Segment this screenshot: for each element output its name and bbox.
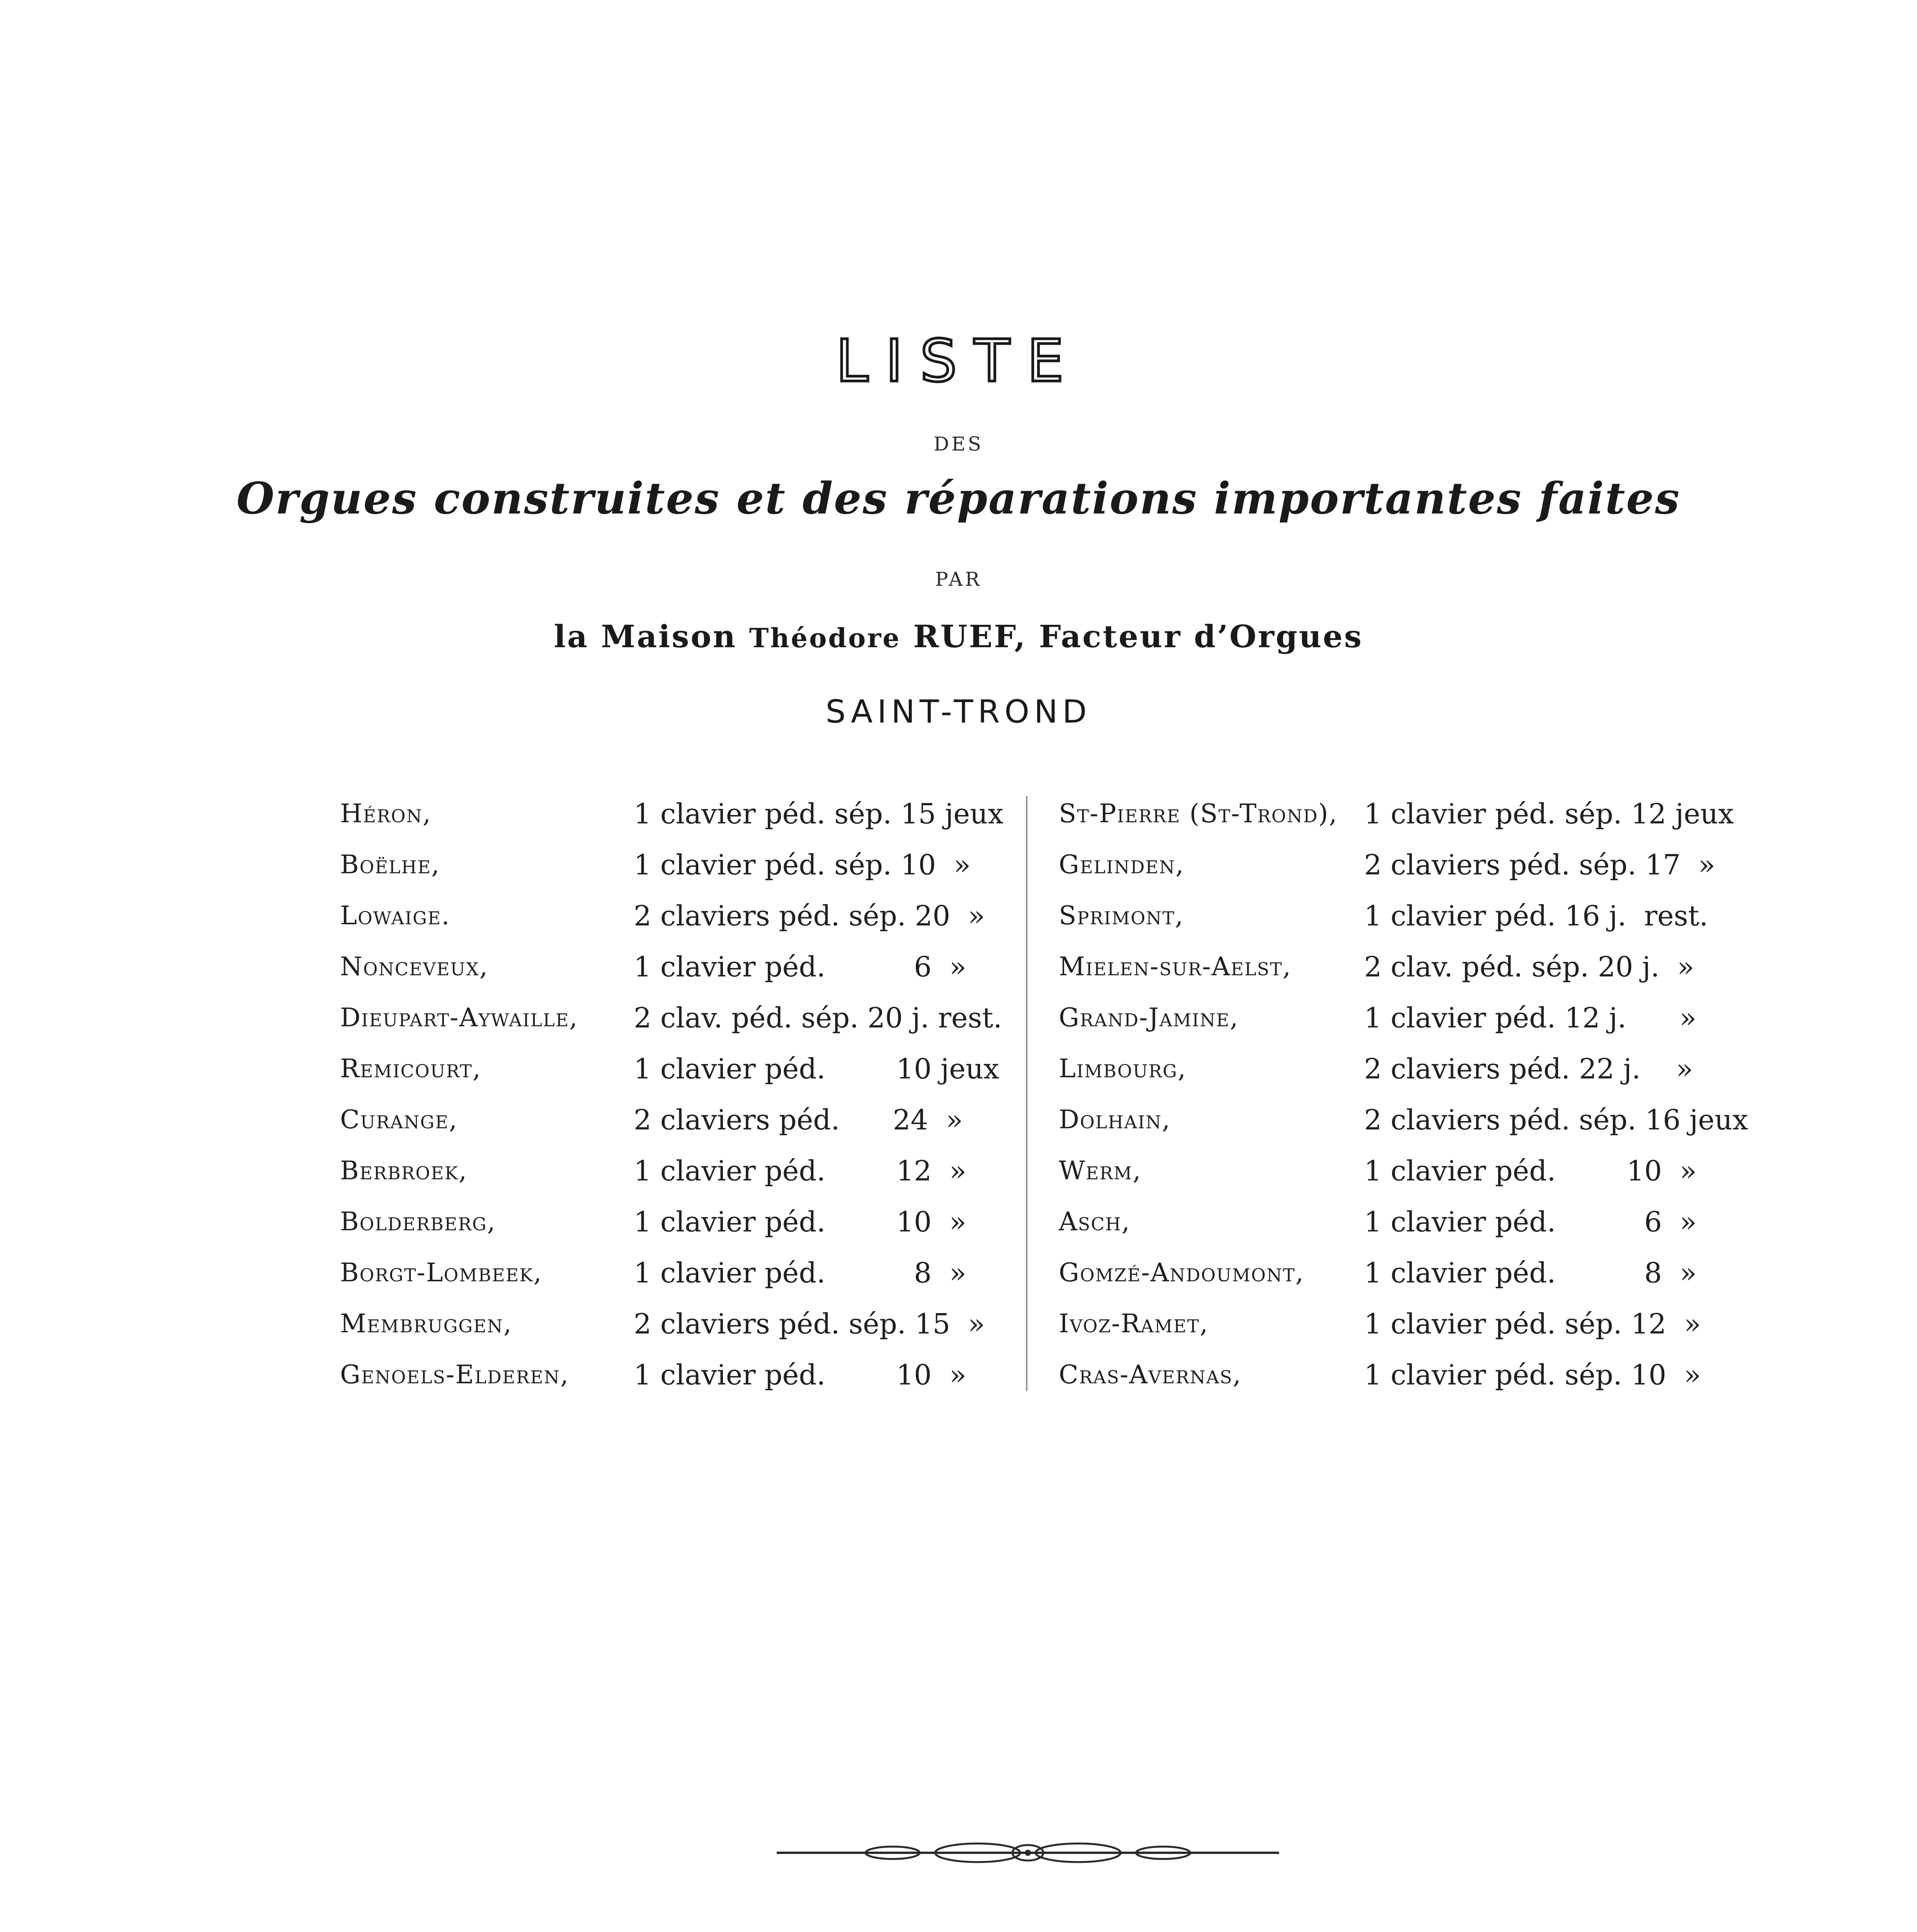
organ-specification: 2 claviers péd. 24 » bbox=[634, 1104, 963, 1136]
organ-row bbox=[1059, 1247, 1739, 1298]
par-label: PAR bbox=[935, 568, 982, 590]
organ-row bbox=[1059, 890, 1739, 941]
maison-line bbox=[0, 618, 1917, 655]
organ-location: St-Pierre (St-Trond), bbox=[1059, 799, 1338, 828]
maison-surname: RUEF bbox=[901, 618, 1015, 655]
organ-specification: 1 clavier péd. 16 j. rest. bbox=[1364, 900, 1708, 932]
organ-row bbox=[1059, 1298, 1739, 1349]
organ-location: Remicourt, bbox=[340, 1054, 481, 1083]
organ-row bbox=[1059, 1349, 1739, 1400]
organ-row bbox=[1059, 1196, 1739, 1247]
organ-row bbox=[1059, 1094, 1748, 1145]
organ-row bbox=[340, 941, 997, 992]
organ-row bbox=[1059, 1145, 1739, 1196]
organ-specification: 1 clavier péd. sép. 10 » bbox=[634, 849, 971, 881]
organ-location: Boëlhe, bbox=[340, 850, 441, 879]
organ-location: Dieupart-Aywaille, bbox=[340, 1003, 578, 1032]
organ-location: Curange, bbox=[340, 1105, 458, 1134]
organ-row bbox=[340, 839, 997, 890]
organ-location: Werm, bbox=[1059, 1156, 1142, 1185]
organ-specification: 2 claviers péd. sép. 16 jeux bbox=[1364, 1104, 1748, 1136]
page-title: LISTE bbox=[836, 328, 1081, 395]
organ-row bbox=[340, 1196, 997, 1247]
organ-list-right bbox=[1059, 788, 1748, 1400]
organ-specification: 2 clav. péd. sép. 20 j. rest. bbox=[634, 1002, 1002, 1034]
organ-specification: 2 claviers péd. sép. 17 » bbox=[1364, 849, 1715, 881]
organ-specification: 1 clavier péd. 12 j. » bbox=[1364, 1002, 1697, 1034]
organ-location: Sprimont, bbox=[1059, 901, 1184, 930]
organ-location: Borgt-Lombeek, bbox=[340, 1258, 543, 1287]
ornament-divider bbox=[777, 1832, 1279, 1874]
organ-row bbox=[1059, 788, 1739, 839]
organ-specification: 1 clavier péd. 10 » bbox=[1364, 1155, 1697, 1187]
organ-specification: 1 clavier péd. sép. 10 » bbox=[1364, 1359, 1701, 1391]
organ-specification: 1 clavier péd. 10 » bbox=[634, 1206, 966, 1238]
organ-specification: 1 clavier péd. 8 » bbox=[634, 1257, 966, 1289]
organ-row bbox=[340, 890, 997, 941]
organ-row bbox=[1059, 992, 1739, 1043]
organ-row bbox=[340, 992, 1002, 1043]
organ-location: Membruggen, bbox=[340, 1309, 512, 1338]
organ-location: Limbourg, bbox=[1059, 1054, 1187, 1083]
maison-name: Théodore bbox=[749, 623, 901, 654]
organ-specification: 1 clavier péd. sép. 15 jeux bbox=[634, 798, 1004, 830]
organ-specification: 1 clavier péd. 10 jeux bbox=[634, 1053, 999, 1085]
organ-row bbox=[340, 788, 1004, 839]
organ-row bbox=[340, 1043, 997, 1094]
organ-row bbox=[1059, 839, 1739, 890]
organ-location: Asch, bbox=[1059, 1207, 1131, 1236]
organ-location: Grand-Jamine, bbox=[1059, 1003, 1239, 1032]
organ-location: Bolderberg, bbox=[340, 1207, 496, 1236]
city-heading: SAINT-TROND bbox=[825, 694, 1092, 730]
organ-row bbox=[340, 1349, 997, 1400]
organ-specification: 1 clavier péd. 10 » bbox=[634, 1359, 966, 1391]
organ-location: Cras-Avernas, bbox=[1059, 1360, 1242, 1389]
organ-specification: 1 clavier péd. sép. 12 » bbox=[1364, 1308, 1701, 1340]
organ-row bbox=[340, 1247, 997, 1298]
organ-specification: 2 clav. péd. sép. 20 j. » bbox=[1364, 951, 1694, 983]
organ-specification: 2 claviers péd. 22 j. » bbox=[1364, 1053, 1693, 1085]
maison-suffix: , Facteur d’Orgues bbox=[1014, 618, 1363, 655]
organ-specification: 2 claviers péd. sép. 15 » bbox=[634, 1308, 985, 1340]
organ-specification: 1 clavier péd. 6 » bbox=[1364, 1206, 1697, 1238]
page-subtitle: Orgues construites et des réparations importantes faites bbox=[236, 473, 1681, 524]
column-divider bbox=[1026, 796, 1027, 1391]
organ-list-left bbox=[340, 788, 1004, 1400]
organ-location: Berbroek, bbox=[340, 1156, 468, 1185]
des-label: DES bbox=[934, 433, 983, 455]
organ-location: Lowaige. bbox=[340, 901, 451, 930]
organ-row bbox=[1059, 941, 1739, 992]
organ-location: Héron, bbox=[340, 799, 432, 828]
organ-specification: 1 clavier péd. 6 » bbox=[634, 951, 966, 983]
organ-specification: 1 clavier péd. 8 » bbox=[1364, 1257, 1697, 1289]
organ-location: Nonceveux, bbox=[340, 952, 488, 981]
organ-location: Gomzé-Andoumont, bbox=[1059, 1258, 1305, 1287]
maison-prefix: la Maison bbox=[554, 618, 749, 655]
organ-specification: 2 claviers péd. sép. 20 » bbox=[634, 900, 985, 932]
organ-specification: 1 clavier péd. sép. 12 jeux bbox=[1364, 798, 1734, 830]
organ-row bbox=[340, 1094, 997, 1145]
organ-row bbox=[1059, 1043, 1739, 1094]
organ-location: Gelinden, bbox=[1059, 850, 1184, 879]
organ-specification: 1 clavier péd. 12 » bbox=[634, 1155, 966, 1187]
organ-location: Genoels-Elderen, bbox=[340, 1360, 569, 1389]
organ-location: Ivoz-Ramet, bbox=[1059, 1309, 1209, 1338]
organ-location: Dolhain, bbox=[1059, 1105, 1171, 1134]
organ-row bbox=[340, 1145, 997, 1196]
organ-row bbox=[340, 1298, 997, 1349]
organ-location: Mielen-sur-Aelst, bbox=[1059, 952, 1292, 981]
